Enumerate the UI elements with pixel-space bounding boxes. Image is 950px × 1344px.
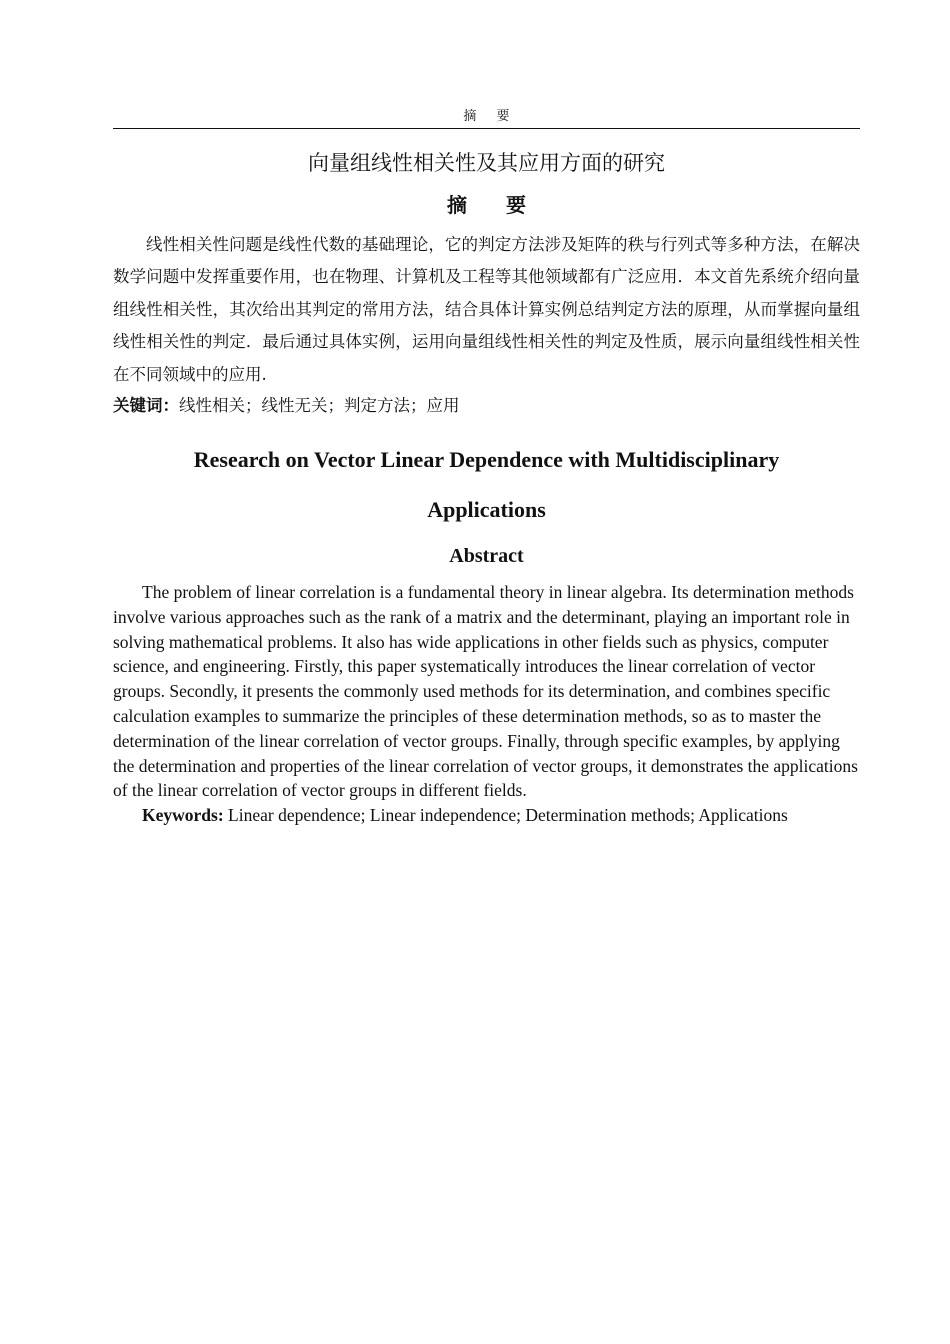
english-abstract-text: The problem of linear correlation is a fundamental theory in linear algebra. Its determination methods involve various approaches such as the rank of a matrix and the determinant, playing an important role in solving mathematical problems. It also has wide applications in other fields such as physics, computer science, and engineering. Firstly, this paper systematically introduces the linear correlation of vector groups. Secondly, it presents the commonly used methods for its determination, and combines specific calculation examples to summarize the principles of these determination methods, so as to master the determination of the linear correlation of vector groups. Finally, through specific examples, by applying the determination and properties of the linear correlation of vector groups, it demonstrates the applications of the linear correlation of vector groups in different fields.: [113, 582, 858, 801]
english-keywords: [113, 803, 860, 828]
header-rule: [113, 128, 860, 129]
chinese-keywords-label: 关键词：: [113, 396, 179, 416]
document-page: [113, 108, 860, 828]
chinese-title: 向量组线性相关性及其应用方面的研究: [308, 151, 665, 175]
chinese-keywords-list: 线性相关；线性无关；判定方法；应用: [179, 396, 460, 416]
english-keywords-label: Keywords:: [142, 805, 224, 826]
chinese-abstract-heading: 摘 要: [447, 193, 542, 217]
chinese-keywords: [113, 391, 860, 421]
running-header: 摘 要: [463, 109, 518, 124]
english-title: Research on Vector Linear Dependence with Multidisciplinary Applications: [193, 447, 780, 523]
chinese-abstract-text: 线性相关性问题是线性代数的基础理论，它的判定方法涉及矩阵的秩与行列式等多种方法，在解决数学问题中发挥重要作用，也在物理、计算机及工程等其他领域都有广泛应用．本文首先系统介绍向量组线性相关性，其次给出其判定的常用方法，结合具体计算实例总结判定方法的原理，从而掌握向量组线性相关性的判定．最后通过具体实例，运用向量组线性相关性的判定及性质，展示向量组线性相关性在不同领域中的应用.: [113, 235, 860, 384]
english-abstract-heading: Abstract: [449, 545, 524, 568]
english-keywords-list: Linear dependence; Linear independence; Determination methods; Applications: [228, 805, 788, 826]
